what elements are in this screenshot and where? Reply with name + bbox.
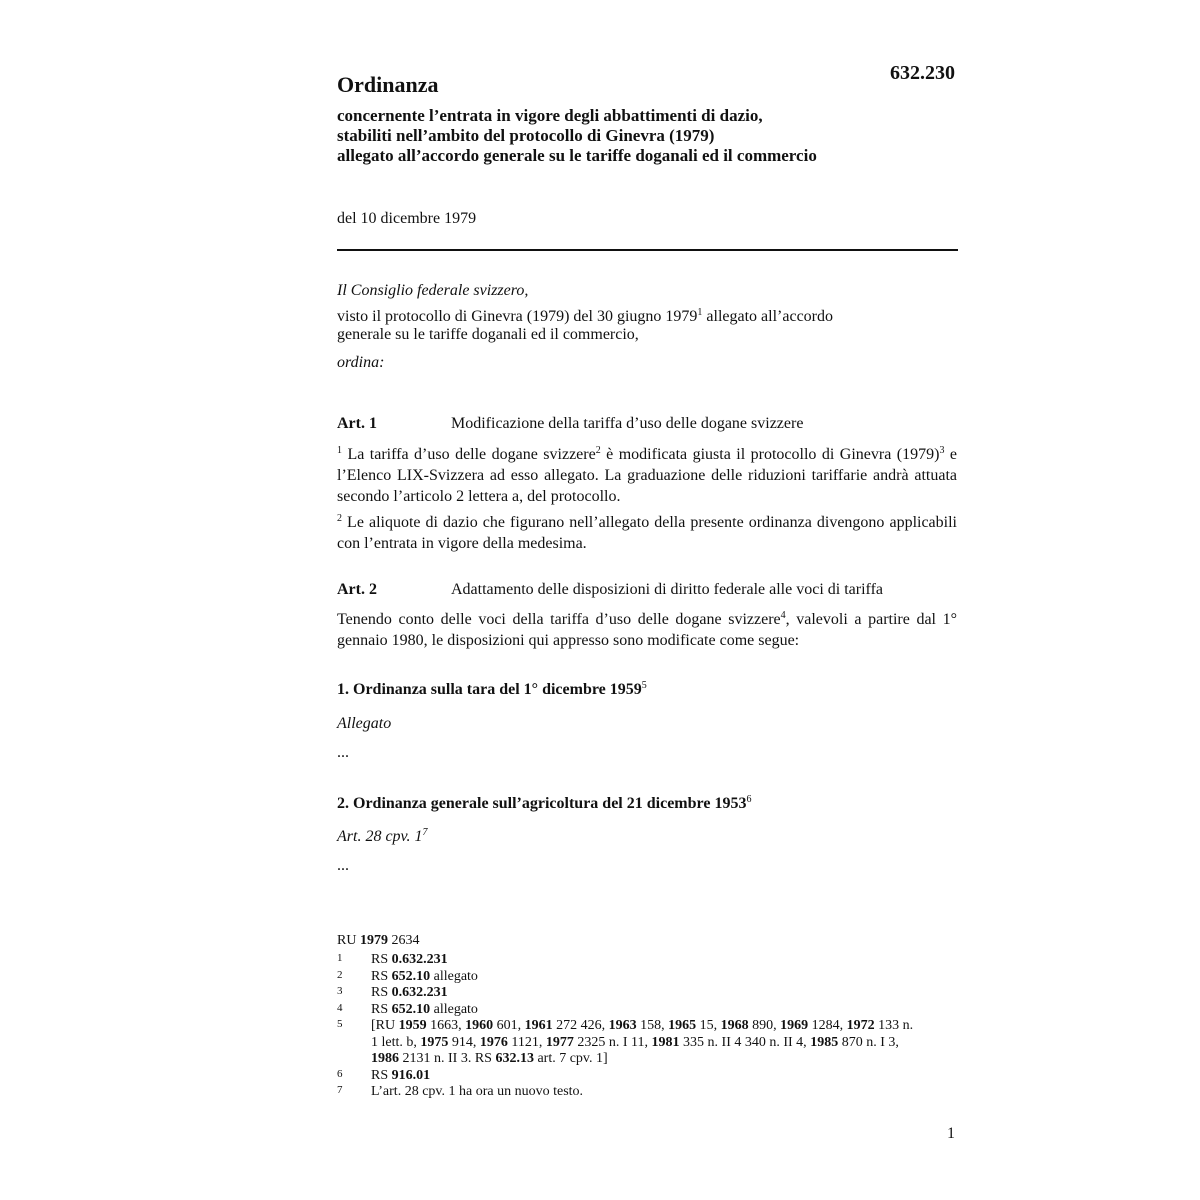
footnote-5-segment: 133 n. 1 lett. b, [371,1018,914,1050]
ru-reference: RU 1979 2634 [337,933,420,948]
footnote-5-segment: 2131 n. II 3. RS [399,1051,496,1066]
footnote-5-segment: 632.13 [495,1051,534,1066]
art1-paragraph-2: $^2$ Le aliquote di dazio che figurano nell’allegato della presente ordinanza divengono applicabili con l’entrata in vigore della medesima. [337,513,957,552]
sr-number: 632.230 [890,62,955,84]
footnote-5-segment: 1972 [846,1018,875,1033]
footnote-5-segment: 1986 [371,1051,399,1066]
footnote-5-text [371,1018,957,1068]
art2-number: Art. 2 [337,581,377,598]
footnote-5-segment: 890, [748,1018,781,1033]
footnote-2: 2 RS 652.10 allegato [337,968,478,984]
art1-heading [337,415,957,433]
footnote-3: 3 RS 0.632.231 [337,985,448,1000]
visto-text: visto il protocollo di Ginevra (1979) del 30 giugno 1979 [337,308,698,325]
section2-ellipsis: ... [337,857,349,874]
art1-number: Art. 1 [337,415,377,432]
footnote-ref[interactable]: 4 [780,610,786,621]
footnote-ref[interactable]: 3 [939,445,945,456]
footnote-6: 6 RS 916.01 [337,1067,431,1083]
footnote-5-segment: 1969 [780,1018,809,1033]
art1-paragraph-1: $^1$ La tariffa d’uso delle dogane svizzere$^2$ è modificata giusta il protocollo di Ginevra $(1979)^3$ e l’Elenco LIX-Svizzera ad esso allegato. La graduazione delle riduzioni tariffarie andrà attuata secondo l’articolo 2 lettera a, del protocollo. [337,445,958,505]
document-subtitle [337,106,817,166]
footnote-ref[interactable]: 6 [746,794,752,805]
section1-ellipsis: ... [337,744,349,761]
section2-title: 2. Ordinanza generale sull’agricoltura del 21 dicembre 1953$^6$ [337,794,752,812]
footnote-5-segment: 1121, [507,1034,546,1050]
footnotes [337,952,957,1101]
footnote-5-segment: 601, [493,1018,525,1033]
footnote-ref[interactable]: 2 [595,445,601,456]
subtitle-line: allegato all’accordo generale su le tariffe doganali ed il commercio [337,146,817,165]
visto-line-2: generale su le tariffe doganali ed il commercio, [337,326,639,343]
footnote-ref[interactable]: 1 [697,307,703,318]
art2-heading [337,581,957,599]
page-number: 1 [947,1125,955,1142]
footnote-5-segment: art. 7 cpv. 1] [533,1051,608,1066]
footnote-5-segment: 335 n. II 4 340 n. II 4, [679,1034,811,1050]
section2-sub: Art. 28 cpv. $1^7$ [337,827,428,845]
footnote-5: 5 [RU 1959 1663, 1960 601, 1961 272 426, 1963 158, 1965 15, 1968 890, 1969 1284, 1972 133 n. 1 lett. b, 1975 914, 1976 1121, 1977 2325 n. I 11, 1981 335 n. II 4 340 n. II 4, 1985 870 n. I 3, 1986 2131 n. II 3. RS 632.13 art. 7 cpv. 1] [337,1018,957,1068]
footnote-7: 7 L’art. 28 cpv. 1 ha ora un nuovo testo. [337,1084,584,1099]
preamble-authority: Il Consiglio federale svizzero, [337,282,529,299]
paragraph-number: 2 [337,513,342,524]
footnote-5-segment: 1977 [545,1034,574,1050]
document-title: Ordinanza [337,72,439,97]
footnote-5-segment: 158, [636,1018,669,1033]
footnote-5-segment: 1975 [420,1034,449,1050]
footnote-5-segment: 1963 [608,1018,637,1033]
footnote-5-segment: 15, [696,1018,721,1033]
paragraph-number: 1 [337,445,342,456]
preamble-visto [337,308,957,344]
subtitle-line: stabiliti nell’ambito del protocollo di Ginevra (1979) [337,126,715,145]
preamble-ordina: ordina: [337,354,385,371]
footnote-5-segment: 1960 [465,1018,494,1033]
footnote-4: 4 RS 652.10 allegato [337,1001,478,1017]
section1-title: 1. Ordinanza sulla tara del 1° dicembre 1959$^5$ [337,680,647,698]
footnote-5-segment: 1959 [398,1018,427,1033]
footnote-5-segment: [RU [371,1018,399,1033]
footnote-5-segment: 272 426, [552,1018,609,1033]
footnote-ref[interactable]: 7 [422,827,428,838]
footnote-5-segment: 2325 n. I 11, [573,1034,652,1050]
section1-sub: Allegato [337,715,392,732]
art2-paragraph: Tenendo conto delle voci della tariffa d’uso delle dogane svizzere$^4$, valevoli a partire dal 1° gennaio 1980, le disposizioni qui appresso sono modificate come segue: [337,610,958,649]
art2-title: Adattamento delle disposizioni di diritto federale alle voci di tariffa [451,581,884,598]
footnote-5-segment: 1968 [720,1018,749,1033]
footnote-5-segment: 1985 [810,1034,839,1050]
document-page [337,0,957,1200]
footnote-5-segment: 1965 [668,1018,697,1033]
header-divider [337,249,958,251]
art1-title: Modificazione della tariffa d’uso delle dogane svizzere [451,415,804,432]
footnote-5-segment: 1981 [651,1034,680,1050]
footnote-5-segment: 1976 [479,1034,508,1050]
visto-text-2: allegato all’accordo [702,308,833,325]
footnote-5-segment: 1663, [426,1018,466,1033]
subtitle-line: concernente l’entrata in vigore degli abbattimenti di dazio, [337,106,763,125]
footnote-ref[interactable]: 5 [641,680,647,691]
footnote-5-segment: 1961 [524,1018,553,1033]
footnote-1: 1 RS 0.632.231 [337,952,448,967]
document-date: del 10 dicembre 1979 [337,210,477,227]
footnote-5-segment: 870 n. I 3, [838,1034,899,1050]
footnote-5-segment: 1284, [808,1018,847,1033]
footnote-5-segment: 914, [448,1034,480,1050]
